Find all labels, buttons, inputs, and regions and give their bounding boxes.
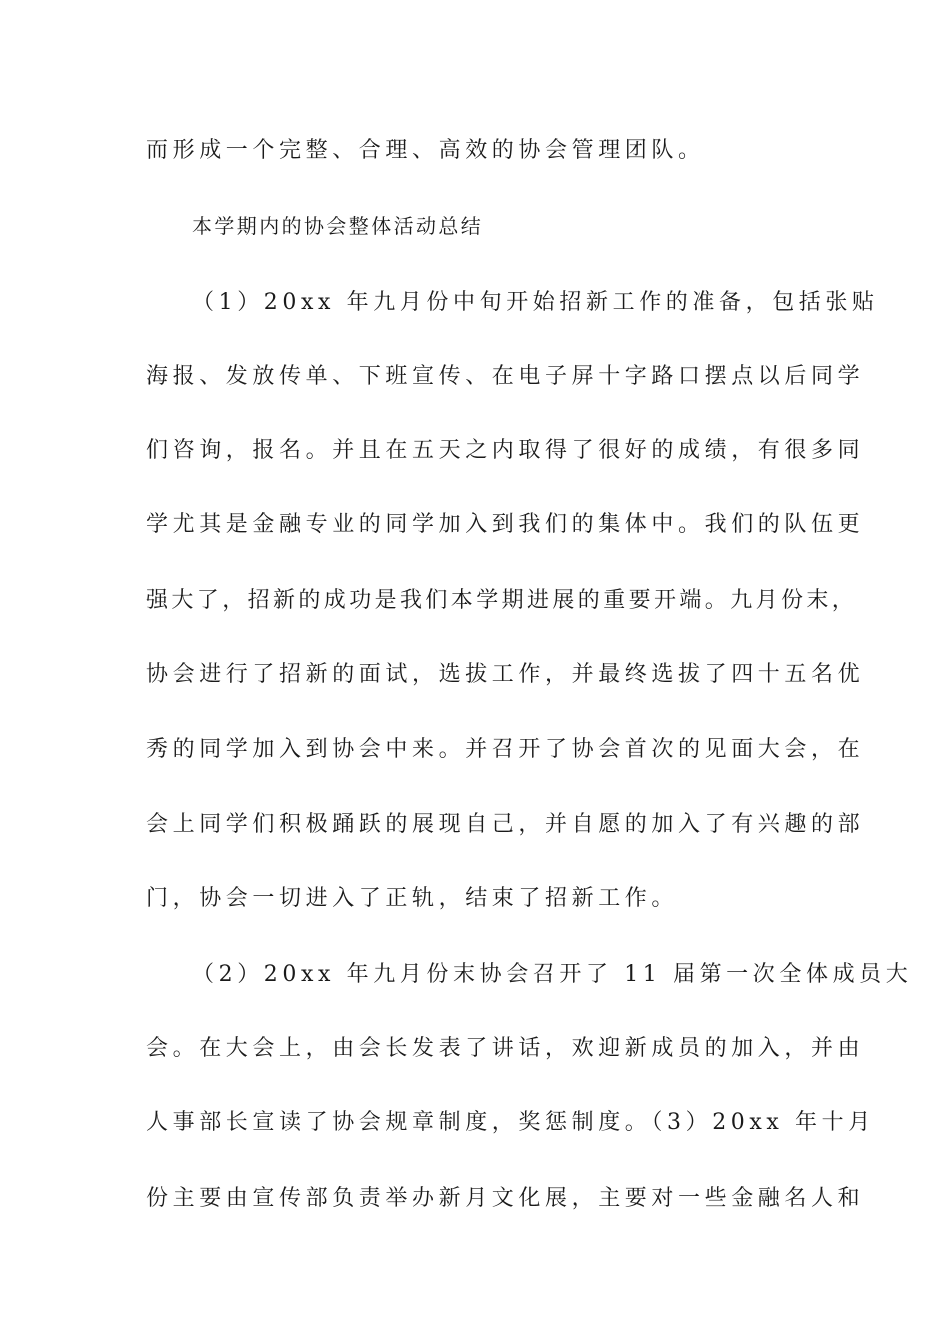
- paragraph-line: 强大了，招新的成功是我们本学期进展的重要开端。九月份末，: [146, 588, 858, 613]
- paragraph-line: 海报、发放传单、下班宣传、在电子屏十字路口摆点以后同学: [146, 364, 865, 389]
- paragraph-line: 会。在大会上，由会长发表了讲话，欢迎新成员的加入，并由: [146, 1036, 865, 1061]
- paragraph-line: 学尤其是金融专业的同学加入到我们的集体中。我们的队伍更: [146, 512, 865, 537]
- paragraph-line: 会上同学们积极踊跃的展现自己，并自愿的加入了有兴趣的部: [146, 812, 865, 837]
- paragraph-line: 协会进行了招新的面试，选拔工作，并最终选拔了四十五名优: [146, 662, 865, 687]
- paragraph-line: 份主要由宣传部负责举办新月文化展，主要对一些金融名人和: [146, 1186, 865, 1211]
- paragraph-line: 们咨询，报名。并且在五天之内取得了很好的成绩，有很多同: [146, 438, 865, 463]
- section-heading: 本学期内的协会整体活动总结: [192, 214, 484, 238]
- paragraph-line: 人事部长宣读了协会规章制度，奖惩制度。（3）20xx 年十月: [146, 1110, 875, 1135]
- paragraph-line: 门，协会一切进入了正轨，结束了招新工作。: [146, 886, 679, 911]
- paragraph-line: 秀的同学加入到协会中来。并召开了协会首次的见面大会，在: [146, 737, 865, 762]
- paragraph-line: （2）20xx 年九月份末协会召开了 11 届第一次全体成员大: [192, 962, 913, 987]
- paragraph-line: 而形成一个完整、合理、高效的协会管理团队。: [146, 138, 705, 163]
- paragraph-line: （1）20xx 年九月份中旬开始招新工作的准备，包括张贴: [192, 290, 879, 315]
